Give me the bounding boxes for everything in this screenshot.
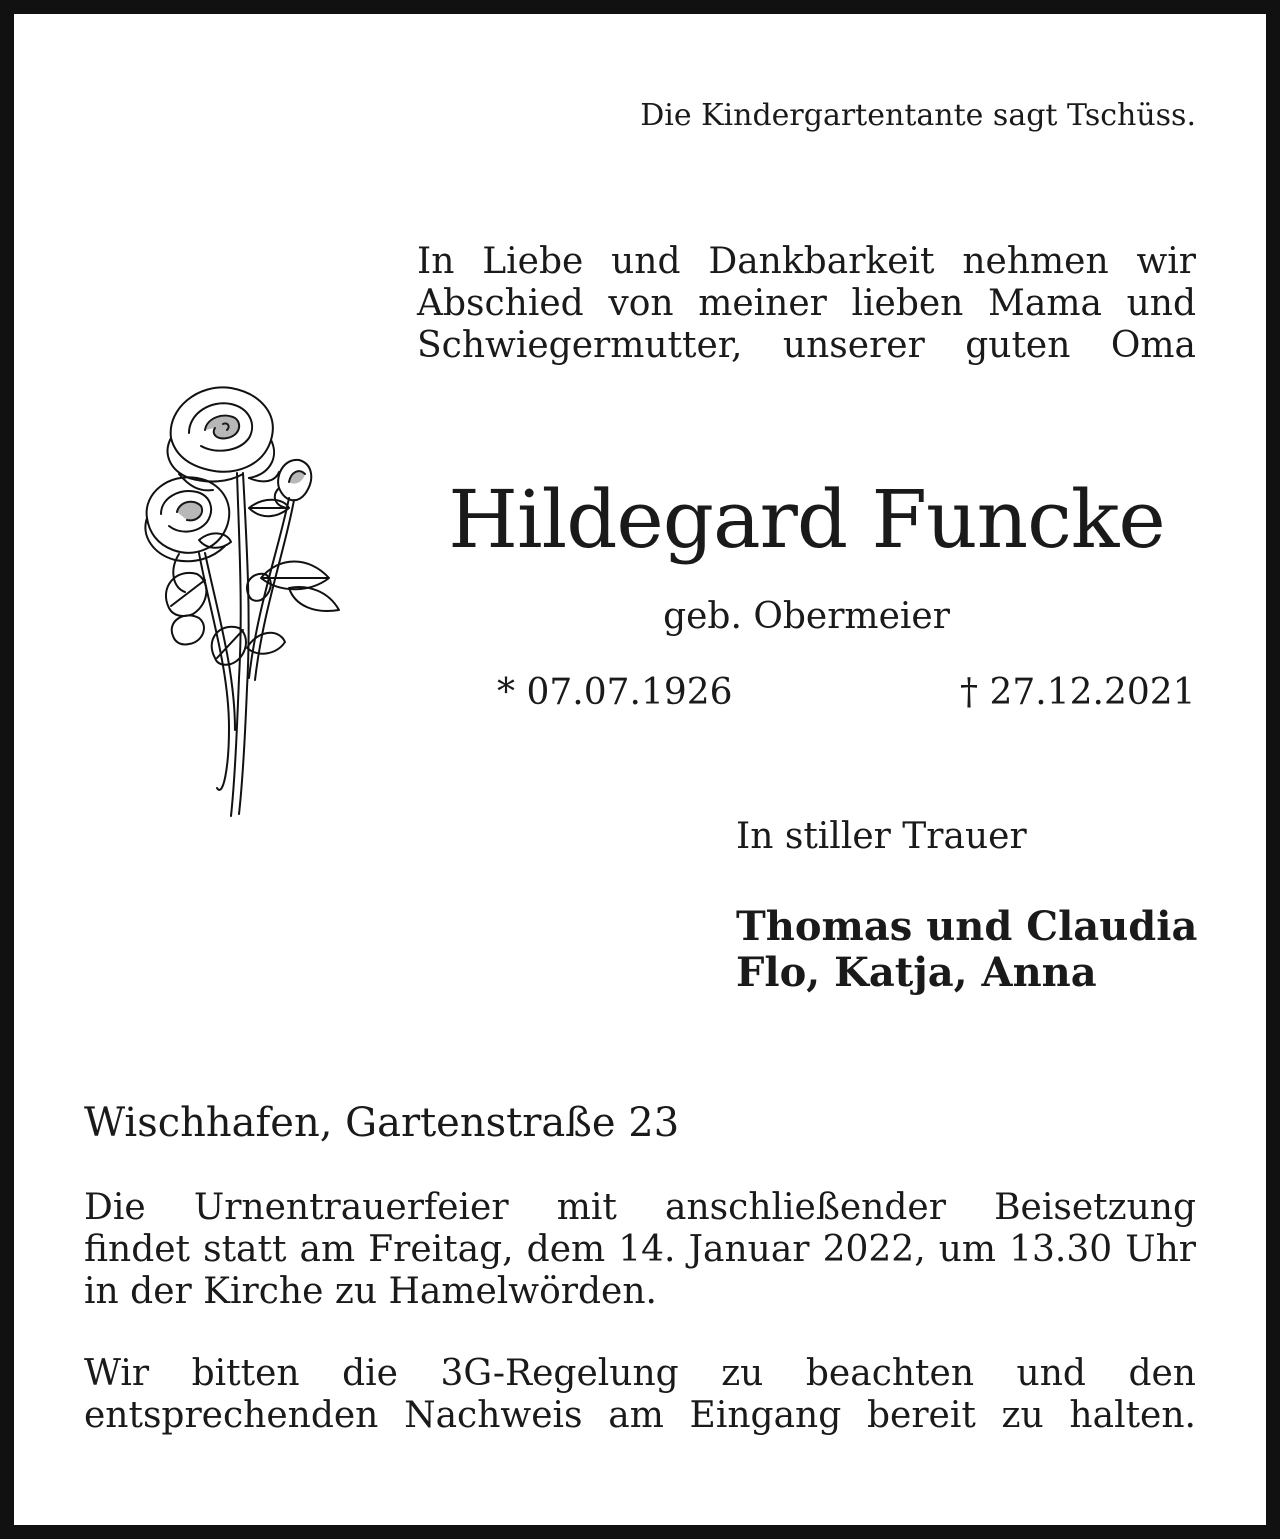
notice-paragraph — [84, 1353, 1196, 1437]
notice-line: entsprechenden Nachweis am Eingang bereit zu halten. — [84, 1395, 1196, 1436]
maiden-name: geb. Obermeier — [663, 596, 950, 637]
death-date: † 27.12.2021 — [960, 672, 1196, 713]
ceremony-line: Die Urnentrauerfeier mit anschließender Beisetzung — [84, 1187, 1196, 1228]
family-names — [736, 904, 1197, 996]
intro-text — [417, 241, 1196, 367]
ceremony-line: findet statt am Freitag, dem 14. Januar 2022, um 13.30 Uhr — [84, 1229, 1196, 1270]
family-line: Thomas und Claudia — [736, 903, 1198, 950]
rose-icon — [139, 378, 349, 818]
mourning-text: In stiller Trauer — [736, 816, 1027, 857]
birth-date: * 07.07.1926 — [497, 672, 733, 713]
notice-line: Wir bitten die 3G-Regelung zu beachten und den — [84, 1353, 1196, 1394]
tagline: Die Kindergartentante sagt Tschüss. — [640, 98, 1196, 133]
obituary-notice — [84, 0, 1196, 1539]
family-line: Flo, Katja, Anna — [736, 949, 1097, 996]
ceremony-paragraph — [84, 1187, 1196, 1313]
intro-line: In Liebe und Dankbarkeit nehmen wir — [417, 241, 1196, 282]
intro-line: Abschied von meiner lieben Mama und — [417, 283, 1196, 324]
intro-line: Schwiegermutter, unserer guten Oma — [417, 325, 1196, 366]
deceased-name: Hildegard Funcke — [448, 473, 1165, 566]
ceremony-line: in der Kirche zu Hamelwörden. — [84, 1271, 657, 1312]
address: Wischhafen, Gartenstraße 23 — [84, 1100, 680, 1146]
